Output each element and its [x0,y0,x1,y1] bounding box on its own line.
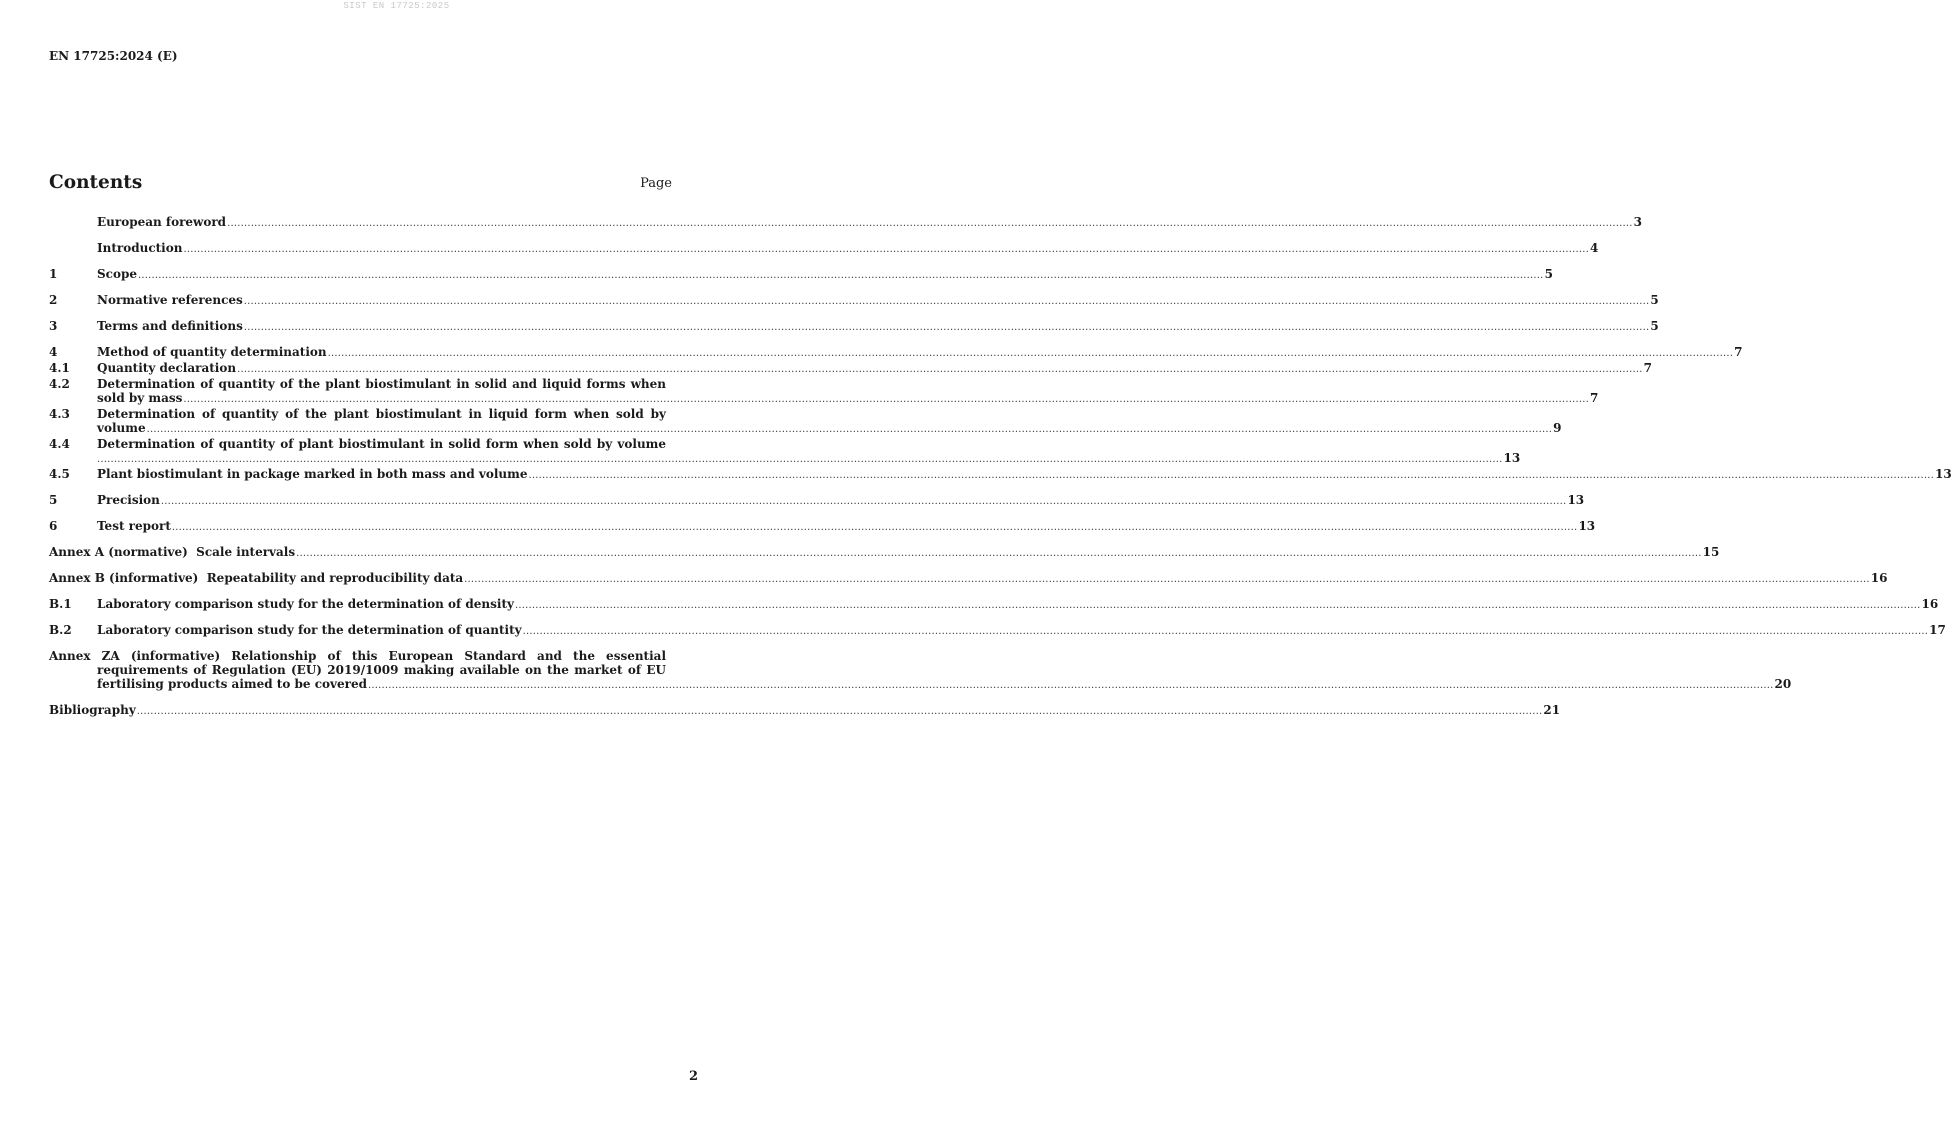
toc-entry-method-of-quantity-determination[interactable] [49,345,1743,361]
toc-entry-page: 4 [1590,241,1599,255]
dot-leader: ................................................................................................................................................................................................................................................................................................................................................................................................................................ [138,270,1544,281]
toc-entry-mass-and-volume[interactable] [49,467,1952,483]
toc-entry-number: 4.2 [49,377,70,391]
toc-entry-european-foreword[interactable] [49,215,1642,231]
toc-entry-title[interactable]: Annex ZA (informative) Relationship of this European Standard and the essential [49,649,666,663]
dot-leader: ................................................................................................................................................................................................................................................................................................................................................................................................................................ [243,296,1650,307]
toc-entry-title[interactable]: Scope [97,267,138,281]
toc-entry-title[interactable]: Annex B (informative) Repeatability and reproducibility data [49,571,464,585]
toc-entry-quantity-by-mass[interactable] [49,377,1599,407]
toc-entry-quantity-declaration[interactable] [49,361,1652,377]
toc-entry-number: 4.5 [49,467,70,481]
toc-entry-title[interactable]: Determination of quantity of the plant biostimulant in liquid form when sold by [97,407,666,421]
page-number: 2 [688,1069,698,1084]
toc-entry-title[interactable]: European foreword [97,215,227,229]
toc-entry-title[interactable]: Method of quantity determination [97,345,327,359]
dot-leader: ................................................................................................................................................................................................................................................................................................................................................................................................................................ [296,548,1702,559]
dot-leader: ................................................................................................................................................................................................................................................................................................................................................................................................................................ [171,522,1578,533]
toc-entry-page: 7 [1734,345,1743,359]
toc-entry-title-continued[interactable]: volume [97,421,146,435]
toc-entry-quantity-solid-by-volume[interactable] [49,437,1521,467]
toc-entry-title[interactable]: Plant biostimulant in package marked in both mass and volume [97,467,528,481]
toc-entry-scope[interactable] [49,267,1553,283]
toc-entry-bibliography[interactable] [49,703,1561,719]
toc-entry-title-continued[interactable]: fertilising products aimed to be covered [97,677,367,691]
toc-entry-page: 16 [1921,597,1939,611]
toc-entry-title[interactable]: Introduction [97,241,183,255]
toc-entry-page: 15 [1702,545,1720,559]
dot-leader: ................................................................................................................................................................................................................................................................................................................................................................................................................................ [183,394,1589,405]
contents-title: Contents [49,172,143,193]
dot-leader: ................................................................................................................................................................................................................................................................................................................................................................................................................................ [160,496,1567,507]
toc-entry-title[interactable]: Determination of quantity of the plant biostimulant in solid and liquid forms when [97,377,666,391]
toc-entry-number: 4.3 [49,407,70,421]
toc-entry-introduction[interactable] [49,241,1599,257]
toc-entry-terms-and-definitions[interactable] [49,319,1659,335]
toc-entry-number: B.2 [49,623,72,637]
dot-leader: ................................................................................................................................................................................................................................................................................................................................................................................................................................ [327,348,1734,359]
toc-entry-annex-a[interactable] [49,545,1720,561]
toc-entry-page: 5 [1544,267,1553,281]
toc-entry-number: 4 [49,345,58,359]
toc-entry-title[interactable]: Precision [97,493,160,507]
toc-entry-page: 7 [1589,391,1599,405]
page-column-label: Page [640,176,672,191]
toc-entry-page: 13 [1935,467,1952,481]
toc-entry-page: 21 [1543,703,1561,717]
toc-entry-title[interactable]: Laboratory comparison study for the determination of quantity [97,623,522,637]
dot-leader: ................................................................................................................................................................................................................................................................................................................................................................................................................................ [528,470,1935,481]
toc-entry-number: 5 [49,493,58,507]
toc-entry-title[interactable]: Normative references [97,293,243,307]
dot-leader: ................................................................................................................................................................................................................................................................................................................................................................................................................................ [136,706,1543,717]
toc-entry-normative-references[interactable] [49,293,1659,309]
toc-entry-page: 7 [1643,361,1652,375]
toc-entry-page: 13 [1578,519,1596,533]
document-header: EN 17725:2024 (E) [49,49,178,63]
dot-leader: ................................................................................................................................................................................................................................................................................................................................................................................................................................ [183,244,1590,255]
dot-leader: ................................................................................................................................................................................................................................................................................................................................................................................................................................ [146,424,1553,435]
dot-leader: ................................................................................................................................................................................................................................................................................................................................................................................................................................ [514,600,1921,611]
toc-entry-title[interactable]: Bibliography [49,703,136,717]
toc-entry-title[interactable]: Quantity declaration [97,361,237,375]
toc-entry-page: 9 [1553,421,1562,435]
toc-entry-annex-za[interactable] [49,649,1792,693]
toc-entry-page: 5 [1650,293,1659,307]
toc-entry-page: 16 [1870,571,1888,585]
toc-entry-b1-density-study[interactable] [49,597,1939,613]
toc-entry-number: 1 [49,267,58,281]
toc-entry-test-report[interactable] [49,519,1596,535]
toc-entry-number: 4.1 [49,361,70,375]
toc-entry-number: 6 [49,519,58,533]
toc-entry-number: 2 [49,293,58,307]
watermark: SIST EN 17725:2025 [343,1,450,11]
toc-entry-annex-b[interactable] [49,571,1888,587]
toc-entry-title-continued[interactable]: sold by mass [97,391,183,405]
toc-entry-b2-quantity-study[interactable] [49,623,1946,639]
toc-entry-title[interactable]: Terms and definitions [97,319,243,333]
toc-entry-page: 3 [1633,215,1642,229]
toc-entry-precision[interactable] [49,493,1585,509]
dot-leader: ................................................................................................................................................................................................................................................................................................................................................................................................................................ [237,364,1643,375]
toc-entry-page: 17 [1929,623,1946,637]
toc-entry-title[interactable]: Determination of quantity of plant biostimulant in solid form when sold by volume [97,437,666,451]
dot-leader: ................................................................................................................................................................................................................................................................................................................................................................................................................................ [464,574,1870,585]
toc-entry-title[interactable]: Test report [97,519,171,533]
toc-entry-page: 5 [1650,319,1659,333]
dot-leader: ................................................................................................................................................................................................................................................................................................................................................................................................................................ [368,680,1774,691]
toc-entry-title[interactable]: Annex A (normative) Scale intervals [49,545,296,559]
toc-entry-page: 13 [1503,451,1521,465]
toc-entry-number: B.1 [49,597,72,611]
dot-leader: ................................................................................................................................................................................................................................................................................................................................................................................................................................ [227,218,1633,229]
dot-leader: ................................................................................................................................................................................................................................................................................................................................................................................................................................ [522,626,1929,637]
toc-entry-number: 4.4 [49,437,70,451]
table-of-contents [49,215,1952,719]
toc-entry-quantity-liquid-by-volume[interactable] [49,407,1562,437]
toc-entry-title-continued[interactable]: requirements of Regulation (EU) 2019/1009 making available on the market of EU [97,663,666,677]
dot-leader: ................................................................................................................................................................................................................................................................................................................................................................................................................................ [97,454,1503,465]
toc-entry-number: 3 [49,319,58,333]
dot-leader: ................................................................................................................................................................................................................................................................................................................................................................................................................................ [243,322,1650,333]
toc-entry-page: 13 [1567,493,1585,507]
toc-entry-page: 20 [1774,677,1792,691]
toc-entry-title[interactable]: Laboratory comparison study for the determination of density [97,597,514,611]
